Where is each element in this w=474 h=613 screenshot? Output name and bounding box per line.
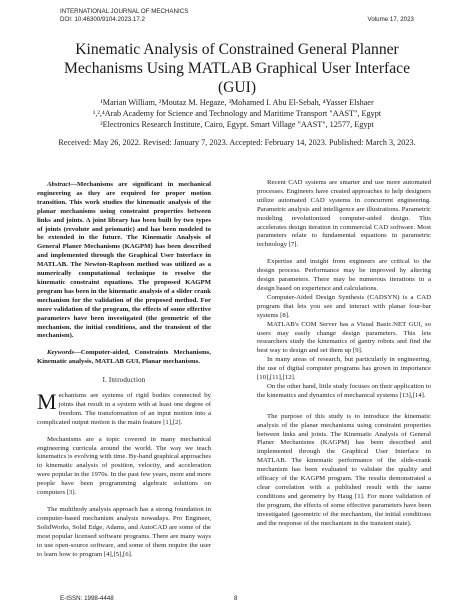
keywords-label: Keywords bbox=[47, 349, 74, 357]
author-names: ¹Marian William, ²Moutaz M. Hegaze, ³Mohamed I. Abu El-Sebah, ⁴Yasser Elshaer bbox=[100, 98, 374, 107]
issn: E-ISSN: 1998-4448 bbox=[60, 595, 114, 602]
body-paragraph: MATLAB's COM Server has a Visual Basic.NET GUI, so users may easily change design parameters. This lets researchers study the kinematics of gantry robots and find the best way to design and set them up [9]. bbox=[257, 320, 431, 355]
page-number: 8 bbox=[234, 595, 238, 602]
body-paragraph: Mechanisms are a topic covered in many mechanical engineering curricula around the world. The way we teach kinematics is evolving with time. By-hand graphical approaches to kinematic analysis of position, velocity, and acceleration were popular in the 1970s. In the past few years, more and more people have been programming algebraic solutions on computers [3]. bbox=[37, 435, 211, 497]
keywords bbox=[37, 349, 211, 367]
left-column bbox=[37, 181, 211, 559]
affiliation-1: ¹,²,⁴Arab Academy for Science and Technology and Maritime Transport "AAST", Egypt bbox=[92, 108, 382, 118]
right-column bbox=[257, 179, 431, 529]
body-paragraph: Recent CAD systems are smarter and use more automated processes. Engineers have created approaches to help designers utilize automated CAD systems in concurrent engineering. Parametric analysis and intelligence are illustrations. Parametric modeling revolutionized computer-aided design. This accelerates design iteration in commercial CAD software. Most parameters relate to fundamental equations in parametric technology [7]. bbox=[257, 179, 431, 249]
intro-text: echanisms are systems of rigid bodies connected by joints that result in a system with at least one degree of freedom. The transformation of an input motion into a complicated output motion is the main feature [1],[2]. bbox=[37, 392, 211, 426]
body-paragraph: The multibody analysis approach has a strong foundation in computer-based mechanism analysis nowadays. Pro Engineer, SolidWorks, Solid Edge, Adams, and AutoCAD are some of the most popular licensed software programs. There are many ways to use open-source software, and some of them require the user to learn how to program [4],[5],[6]. bbox=[37, 506, 211, 558]
author-block bbox=[40, 98, 434, 130]
title-line: Kinematic Analysis of Constrained General Planner bbox=[75, 41, 399, 58]
abstract-label: Abstract bbox=[47, 181, 71, 188]
title-line: Mechanisms Using MATLAB Graphical User Interface bbox=[64, 60, 410, 77]
running-header bbox=[60, 8, 188, 23]
volume-label: Volume 17, 2023 bbox=[367, 15, 414, 23]
body-paragraph: On the other hand, little study focuses on their application to the kinematics and dynamics of mechanical systems [13],[14]. bbox=[257, 382, 431, 399]
keywords-text: —Computer-aided, Constraints Mechanisms, Kinematic analysis, MATLAB GUI, Planar mechanisms. bbox=[37, 349, 211, 366]
doi: DOI: 10.46300/9104.2023.17.2 bbox=[60, 15, 145, 23]
journal-name: INTERNATIONAL JOURNAL OF MECHANICS bbox=[60, 8, 189, 15]
publication-dates: Received: May 26, 2022. Revised: January 7, 2023. Accepted: February 14, 2023. Published: March 3, 2023. bbox=[58, 138, 416, 147]
body-paragraph: In many areas of research, but particularly in engineering, the use of digital computer programs has grown in importance [10],[11],[12]. bbox=[257, 356, 431, 382]
body-paragraph: Computer-Aided Design Synthesis (CADSYN) is a CAD program that lets you see and interact with planar four-bar systems [8]. bbox=[257, 293, 431, 319]
body-paragraph: The purpose of this study is to introduce the kinematic analysis of the planar mechanisms using constraint properties between links and joints. The Kinematic Analysis of General Planer Mechanisms (KAGPM) has been described and implemented through the Graphical User Interface in MATLAB. The kinematic performance of the slide-crank mechanism has been evaluated to validate the quality and efficacy of the KAGPM program. The results demonstrated a clear correlation with a published result with the same conditions and geometry by Haug [1]. For more validation of the program, the effects of some effective parameters have been investigated (geometric of the mechanism, the initial conditions and the response of the mechanism in the transient state). bbox=[257, 412, 431, 527]
abstract-text: —Mechanisms are significant in mechanical engineering as they are required for proper motion transition. This work studies the kinematic analysis of the planar mechanisms using constraint properties between links and joints. A joint library has been built by two types of joints (revolute and prismatic) and has been modeled to be extended in the future. The Kinematic Analysis of General Planer Mechanisms (KAGPM) has been described and implemented through the Graphical User Interface in MATLAB. The Newton-Raphson method was utilized as a numerically computational technique to resolve the kinematic constraint equations. The proposed KAGPM program has been in the kinematic analysis of a slider crank mechanism for the validation of the proposed method. For more validation of the program, the effects of some effective parameters have been investigated (the geometric of the mechanism, the initial conditions, and the transient of the mechanism). bbox=[37, 181, 211, 340]
affiliation-2: ³Electronics Research Institute, Cairo, Egypt. Smart Village "AAST", 12577, Egypt bbox=[100, 119, 374, 129]
intro-paragraph bbox=[37, 389, 211, 428]
body-paragraph: Expertise and insight from engineers are critical to the design process. Performance may be improved by altering design parameters. There may be numerous iterations in a design based on experience and calculations. bbox=[257, 258, 431, 292]
drop-cap: M bbox=[37, 389, 57, 415]
title-line: (GUI) bbox=[217, 79, 257, 96]
section-heading: I. Introduction bbox=[102, 377, 146, 385]
paper-title bbox=[40, 40, 434, 97]
abstract bbox=[37, 181, 211, 341]
